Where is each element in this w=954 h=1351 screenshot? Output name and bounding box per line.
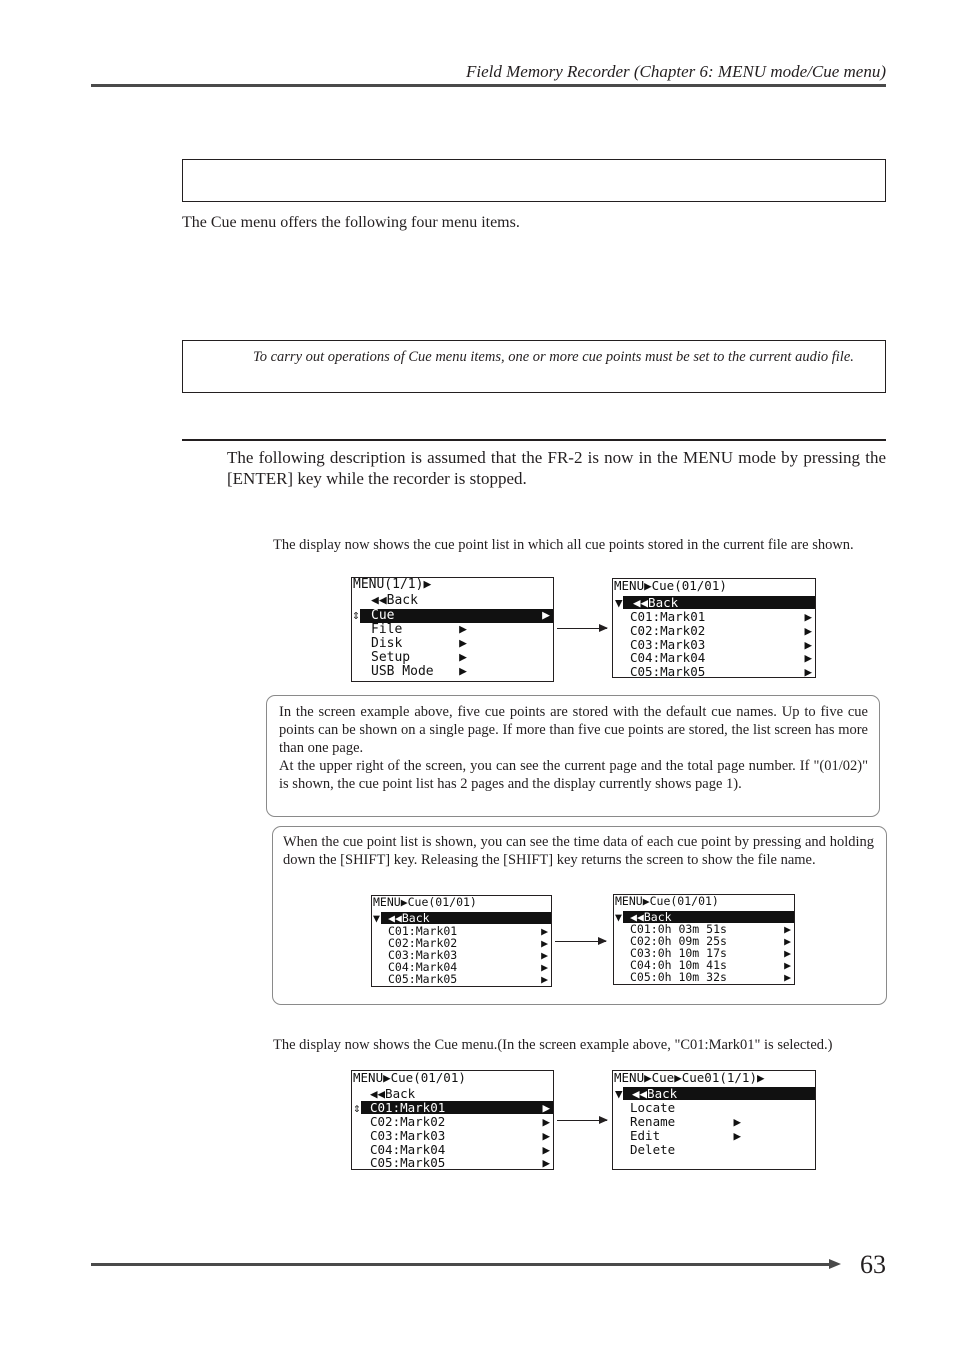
lcd-item: Delete: [630, 1142, 676, 1157]
running-header: Field Memory Recorder (Chapter 6: MENU mode/Cue menu): [465, 62, 886, 81]
lcd-row: [613, 1143, 815, 1157]
lcd-item: C04:Mark04: [388, 960, 458, 974]
lcd-title: MENU▶Cue(01/01): [353, 1070, 466, 1085]
arrow-icon: [557, 1120, 607, 1121]
lcd-row: USB Mode ▶: [371, 664, 467, 679]
lcd-item: C04:Mark04: [630, 650, 706, 665]
lcd-row: C04:Mark04 ▶: [630, 650, 812, 665]
lcd-row: Edit ▶: [630, 1128, 741, 1143]
lcd-title: MENU▶Cue▶Cue01(1/1)▶: [614, 1070, 765, 1085]
section-title-box: [182, 159, 886, 202]
description-text: The following description is assumed that the FR-2 is now in the MENU mode by pressing the [ENTER] key while the recorder is stopped.: [227, 448, 886, 488]
lcd-main-menu: [351, 577, 554, 682]
scroll-down-icon: ▼: [615, 910, 622, 924]
scroll-down-icon: ▼: [615, 1086, 623, 1101]
lcd-row: C01:Mark01 ▶: [630, 609, 812, 624]
lcd-item: Edit: [630, 1128, 661, 1143]
lcd-row-selected: [623, 1087, 815, 1100]
lcd-title: MENU▶Cue(01/01): [614, 578, 727, 593]
lcd-row: C05:Mark05 ▶: [388, 972, 548, 986]
lcd-back: ◀◀Back: [370, 1086, 416, 1101]
lcd-row: C02:Mark02 ▶: [388, 936, 548, 950]
lcd-item: C01:Mark01: [630, 609, 706, 624]
lcd-row: Rename ▶: [630, 1114, 741, 1129]
info-box-1: [266, 695, 880, 817]
lcd-row: File ▶: [371, 622, 467, 637]
note-box: [182, 340, 886, 393]
lcd-row: C02:0h 09m 25s ▶: [630, 934, 791, 948]
lcd-back: ◀◀Back: [388, 911, 430, 925]
lcd-row-selected: C01:Mark01 ▶: [361, 1101, 553, 1114]
lcd-cue-list: [612, 578, 816, 678]
lcd-item: Disk: [371, 636, 403, 651]
lcd-row: [613, 1101, 815, 1115]
lcd-item: C02:Mark02: [370, 1114, 446, 1129]
lcd-row: C01:Mark01 ▶: [388, 924, 548, 938]
lcd-row: C05:0h 10m 32s ▶: [630, 970, 791, 984]
lcd-item: Locate: [630, 1100, 676, 1115]
info-text-1: In the screen example above, five cue points are stored with the default cue names. Up to five cue points can be shown on a single page. If more than five cue points are stored, the list screen has more than one page. At the upper right of the screen, you can see the current page and the total page number. If "(01/02)" is shown, the cue point list has 2 pages and the display currently shows page 1).: [279, 704, 868, 792]
lcd-row: C03:0h 10m 17s ▶: [630, 946, 791, 960]
lcd-item: C05:Mark05: [630, 664, 706, 678]
lcd-item: C03:Mark03: [370, 1128, 446, 1143]
intro-text: The Cue menu offers the following four menu items.: [182, 214, 520, 231]
lcd-cue-list-small: [371, 895, 552, 987]
lcd-item: C01:Mark01: [388, 924, 458, 938]
lcd-cue-times: [613, 894, 795, 985]
lcd-item: C05:0h 10m 32s: [630, 970, 727, 984]
lcd-row: Setup ▶: [371, 650, 467, 665]
lcd-item: C03:Mark03: [630, 637, 706, 652]
lcd-back: ◀◀Back: [632, 1086, 678, 1101]
scroll-down-icon: ▼: [615, 595, 623, 610]
lcd-item: Rename: [630, 1114, 676, 1129]
lcd-row-selected: ⇕ Cue ▶: [352, 609, 553, 623]
lcd-row-selected: [623, 596, 815, 609]
lcd-row: C03:Mark03 ▶: [388, 948, 548, 962]
lcd-item: File: [371, 622, 403, 637]
arrow-icon: [555, 941, 606, 942]
lcd-item: C04:Mark04: [370, 1142, 446, 1157]
lcd-item: C02:Mark02: [388, 936, 458, 950]
lcd-item: Setup: [371, 650, 411, 665]
lcd-cue-select: [351, 1070, 554, 1170]
page-number: 63: [860, 1250, 886, 1279]
lcd-title: MENU▶Cue(01/01): [373, 895, 477, 909]
lcd-back: ◀◀Back: [633, 595, 679, 610]
scroll-updown-icon: ⇕: [353, 1100, 361, 1115]
lcd-row: C03:Mark03 ▶: [370, 1128, 550, 1143]
lcd-item: C01:0h 03m 51s: [630, 922, 727, 936]
lcd-row: C04:0h 10m 41s ▶: [630, 958, 791, 972]
step2-text: The display now shows the Cue menu.(In the screen example above, "C01:Mark01" is selected.): [273, 1037, 833, 1053]
lcd-row: C04:Mark04 ▶: [388, 960, 548, 974]
scroll-down-icon: ▼: [373, 911, 380, 925]
lcd-row: C03:Mark03 ▶: [630, 637, 812, 652]
footer-arrow-icon: [829, 1259, 841, 1269]
lcd-item: C02:Mark02: [630, 623, 706, 638]
lcd-item-cue: Cue: [371, 608, 395, 623]
note-text: To carry out operations of Cue menu items, one or more cue points must be set to the current audio file.: [253, 349, 854, 365]
lcd-back: ◀◀Back: [371, 593, 418, 608]
lcd-title: MENU▶Cue(01/01): [615, 894, 719, 908]
lcd-item: C03:Mark03: [388, 948, 458, 962]
header-rule: [91, 84, 886, 87]
lcd-item: C05:Mark05: [370, 1155, 446, 1170]
section-rule: [182, 439, 886, 441]
step1-text: The display now shows the cue point list in which all cue points stored in the current file are shown.: [273, 537, 854, 553]
lcd-item: C02:0h 09m 25s: [630, 934, 727, 948]
lcd-row-selected: [381, 912, 551, 924]
lcd-row: C04:Mark04 ▶: [370, 1142, 550, 1157]
lcd-row: C02:Mark02 ▶: [630, 623, 812, 638]
info-text-2: When the cue point list is shown, you can see the time data of each cue point by pressing and holding down the [SHIFT] key. Releasing the [SHIFT] key returns the screen to show the file name.: [283, 834, 874, 868]
lcd-row: Disk ▶: [371, 636, 467, 651]
lcd-item: USB Mode: [371, 664, 434, 679]
arrow-icon: [557, 628, 607, 629]
lcd-item: C01:Mark01: [370, 1100, 446, 1115]
lcd-back: ◀◀Back: [630, 910, 672, 924]
lcd-cue-menu: [612, 1070, 816, 1170]
lcd-item: C04:0h 10m 41s: [630, 958, 727, 972]
lcd-item: C05:Mark05: [388, 972, 458, 986]
lcd-row: C01:0h 03m 51s ▶: [630, 922, 791, 936]
lcd-title: MENU(1/1)▶: [353, 577, 432, 592]
lcd-row: C05:Mark05 ▶: [630, 664, 812, 678]
footer-rule: [91, 1263, 831, 1266]
lcd-row: C02:Mark02 ▶: [370, 1114, 550, 1129]
lcd-item: C03:0h 10m 17s: [630, 946, 727, 960]
lcd-row: C05:Mark05 ▶: [370, 1155, 550, 1170]
